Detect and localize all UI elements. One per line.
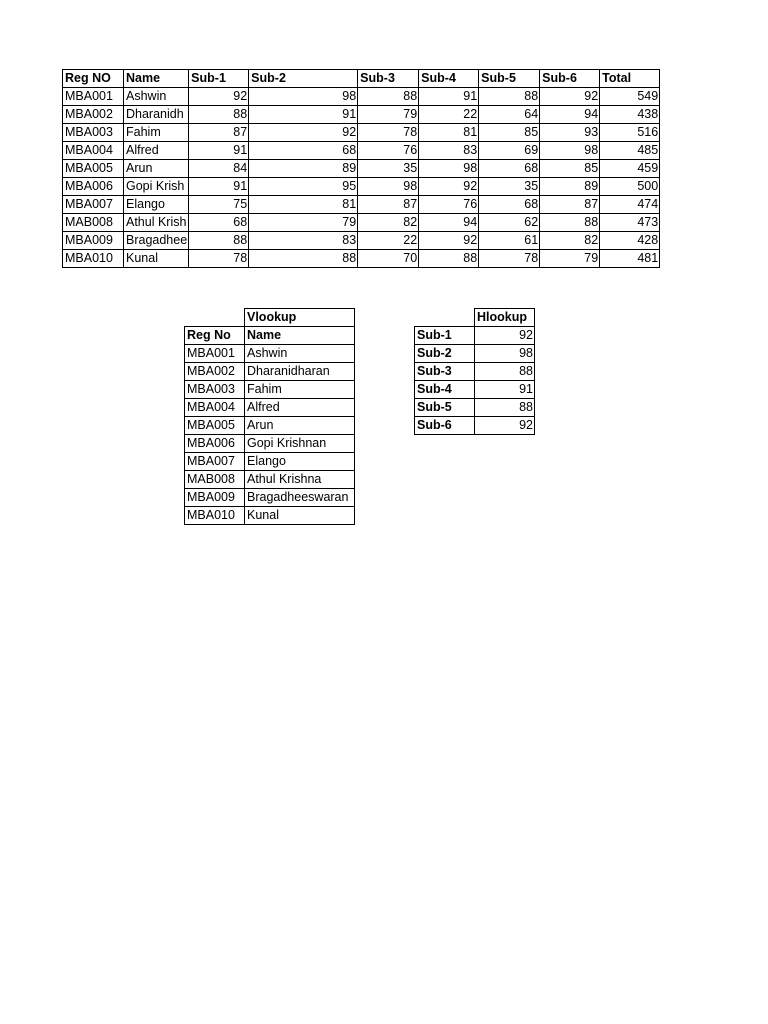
marks-cell[interactable]: MBA004 <box>63 142 124 160</box>
marks-row <box>63 196 660 214</box>
marks-cell[interactable]: 92 <box>540 88 600 106</box>
marks-cell[interactable]: 88 <box>540 214 600 232</box>
vlookup-cell[interactable]: MBA007 <box>185 453 245 471</box>
marks-cell[interactable]: 88 <box>479 88 540 106</box>
marks-cell[interactable]: 88 <box>189 106 249 124</box>
vlookup-row <box>185 399 355 417</box>
vlookup-cell[interactable]: Dharanidharan <box>245 363 355 381</box>
marks-cell[interactable]: 91 <box>189 178 249 196</box>
marks-cell[interactable]: Elango <box>124 196 189 214</box>
marks-cell[interactable]: 516 <box>600 124 660 142</box>
marks-cell[interactable]: 22 <box>358 232 419 250</box>
vlookup-cell[interactable]: MAB008 <box>185 471 245 489</box>
marks-cell[interactable]: 88 <box>358 88 419 106</box>
marks-row <box>63 250 660 268</box>
hlookup-label-cell[interactable]: Sub-4 <box>415 381 475 399</box>
hlookup-title-row <box>415 309 535 327</box>
hlookup-row <box>415 381 535 399</box>
vlookup-cell[interactable]: MBA005 <box>185 417 245 435</box>
marks-cell[interactable]: 85 <box>540 160 600 178</box>
marks-header-cell[interactable]: Reg NO <box>63 70 124 88</box>
marks-cell[interactable]: 68 <box>189 214 249 232</box>
marks-cell[interactable]: 474 <box>600 196 660 214</box>
vlookup-cell[interactable]: Athul Krishna <box>245 471 355 489</box>
marks-cell[interactable]: 91 <box>189 142 249 160</box>
marks-cell[interactable]: 79 <box>249 214 358 232</box>
hlookup-value-cell[interactable]: 88 <box>475 399 535 417</box>
marks-cell[interactable]: 76 <box>419 196 479 214</box>
marks-cell[interactable]: 68 <box>479 196 540 214</box>
hlookup-row <box>415 417 535 435</box>
marks-cell[interactable]: 81 <box>249 196 358 214</box>
marks-cell[interactable]: 75 <box>189 196 249 214</box>
marks-cell[interactable]: 87 <box>189 124 249 142</box>
marks-header-row <box>63 70 660 88</box>
marks-cell[interactable]: 81 <box>419 124 479 142</box>
vlookup-title[interactable]: Vlookup <box>245 309 355 327</box>
marks-cell[interactable]: Dharanidh <box>124 106 189 124</box>
vlookup-row <box>185 363 355 381</box>
marks-cell[interactable]: MBA007 <box>63 196 124 214</box>
vlookup-cell[interactable]: Bragadheeswaran <box>245 489 355 507</box>
marks-row <box>63 214 660 232</box>
marks-cell[interactable]: 500 <box>600 178 660 196</box>
marks-cell[interactable]: 87 <box>540 196 600 214</box>
marks-cell[interactable]: MBA006 <box>63 178 124 196</box>
hlookup-row <box>415 399 535 417</box>
marks-cell[interactable]: 78 <box>479 250 540 268</box>
vlookup-cell[interactable]: MBA010 <box>185 507 245 525</box>
vlookup-cell[interactable]: Gopi Krishnan <box>245 435 355 453</box>
marks-row <box>63 178 660 196</box>
marks-cell[interactable]: 92 <box>249 124 358 142</box>
marks-cell[interactable]: Fahim <box>124 124 189 142</box>
marks-cell[interactable]: 438 <box>600 106 660 124</box>
marks-cell[interactable]: 98 <box>540 142 600 160</box>
vlookup-cell[interactable]: MBA006 <box>185 435 245 453</box>
marks-cell[interactable]: 549 <box>600 88 660 106</box>
marks-cell[interactable]: 79 <box>358 106 419 124</box>
marks-cell[interactable]: 22 <box>419 106 479 124</box>
marks-header-cell[interactable]: Name <box>124 70 189 88</box>
marks-table <box>62 69 660 268</box>
vlookup-header-row <box>185 327 355 345</box>
marks-cell[interactable]: 87 <box>358 196 419 214</box>
vlookup-row <box>185 435 355 453</box>
marks-cell[interactable]: 70 <box>358 250 419 268</box>
marks-cell[interactable]: 91 <box>249 106 358 124</box>
hlookup-label-cell[interactable]: Sub-3 <box>415 363 475 381</box>
marks-row <box>63 232 660 250</box>
marks-cell[interactable]: 89 <box>249 160 358 178</box>
marks-row <box>63 124 660 142</box>
marks-cell[interactable]: MBA003 <box>63 124 124 142</box>
vlookup-row <box>185 453 355 471</box>
vlookup-blank-cell[interactable] <box>185 309 245 327</box>
marks-cell[interactable]: 35 <box>479 178 540 196</box>
marks-cell[interactable]: 83 <box>249 232 358 250</box>
marks-cell[interactable]: 35 <box>358 160 419 178</box>
marks-cell[interactable]: 428 <box>600 232 660 250</box>
vlookup-cell[interactable]: MBA003 <box>185 381 245 399</box>
marks-cell[interactable]: 76 <box>358 142 419 160</box>
marks-cell[interactable]: MBA001 <box>63 88 124 106</box>
hlookup-value-cell[interactable]: 98 <box>475 345 535 363</box>
marks-cell[interactable]: 485 <box>600 142 660 160</box>
marks-cell[interactable]: 88 <box>249 250 358 268</box>
marks-cell[interactable]: 82 <box>540 232 600 250</box>
marks-cell[interactable]: 62 <box>479 214 540 232</box>
vlookup-cell[interactable]: MBA001 <box>185 345 245 363</box>
marks-cell[interactable]: 98 <box>419 160 479 178</box>
marks-cell[interactable]: 69 <box>479 142 540 160</box>
hlookup-label-cell[interactable]: Sub-2 <box>415 345 475 363</box>
marks-cell[interactable]: MBA002 <box>63 106 124 124</box>
vlookup-cell[interactable]: MBA009 <box>185 489 245 507</box>
marks-cell[interactable]: 91 <box>419 88 479 106</box>
vlookup-row <box>185 507 355 525</box>
marks-cell[interactable]: 459 <box>600 160 660 178</box>
marks-header-cell[interactable]: Sub-3 <box>358 70 419 88</box>
marks-cell[interactable]: Alfred <box>124 142 189 160</box>
marks-cell[interactable]: MBA005 <box>63 160 124 178</box>
hlookup-table <box>414 308 535 435</box>
marks-cell[interactable]: 78 <box>358 124 419 142</box>
marks-cell[interactable]: Gopi Krish <box>124 178 189 196</box>
marks-header-cell[interactable]: Sub-1 <box>189 70 249 88</box>
marks-cell[interactable]: Arun <box>124 160 189 178</box>
vlookup-row <box>185 345 355 363</box>
marks-cell[interactable]: 481 <box>600 250 660 268</box>
marks-cell[interactable]: 98 <box>358 178 419 196</box>
marks-cell[interactable]: 92 <box>419 232 479 250</box>
marks-cell[interactable]: MBA009 <box>63 232 124 250</box>
marks-cell[interactable]: 94 <box>540 106 600 124</box>
hlookup-label-cell[interactable]: Sub-5 <box>415 399 475 417</box>
marks-cell[interactable]: 78 <box>189 250 249 268</box>
vlookup-cell[interactable]: Ashwin <box>245 345 355 363</box>
vlookup-row <box>185 471 355 489</box>
vlookup-cell[interactable]: MBA004 <box>185 399 245 417</box>
marks-cell[interactable]: 473 <box>600 214 660 232</box>
hlookup-value-cell[interactable]: 92 <box>475 327 535 345</box>
marks-cell[interactable]: 64 <box>479 106 540 124</box>
marks-cell[interactable]: Kunal <box>124 250 189 268</box>
marks-cell[interactable]: 88 <box>189 232 249 250</box>
vlookup-cell[interactable]: Fahim <box>245 381 355 399</box>
hlookup-value-cell[interactable]: 91 <box>475 381 535 399</box>
marks-row <box>63 88 660 106</box>
marks-cell[interactable]: Ashwin <box>124 88 189 106</box>
vlookup-header-cell[interactable]: Name <box>245 327 355 345</box>
marks-header-cell[interactable]: Total <box>600 70 660 88</box>
hlookup-row <box>415 327 535 345</box>
vlookup-cell[interactable]: MBA002 <box>185 363 245 381</box>
hlookup-label-cell[interactable]: Sub-1 <box>415 327 475 345</box>
hlookup-row <box>415 345 535 363</box>
marks-header-cell[interactable]: Sub-2 <box>249 70 358 88</box>
marks-cell[interactable]: 89 <box>540 178 600 196</box>
marks-cell[interactable]: 83 <box>419 142 479 160</box>
vlookup-table <box>184 308 355 525</box>
marks-row <box>63 142 660 160</box>
marks-cell[interactable]: 82 <box>358 214 419 232</box>
marks-cell[interactable]: 68 <box>249 142 358 160</box>
marks-cell[interactable]: 79 <box>540 250 600 268</box>
marks-cell[interactable]: 92 <box>189 88 249 106</box>
hlookup-value-cell[interactable]: 92 <box>475 417 535 435</box>
marks-cell[interactable]: 88 <box>419 250 479 268</box>
vlookup-cell[interactable]: Kunal <box>245 507 355 525</box>
vlookup-header-cell[interactable]: Reg No <box>185 327 245 345</box>
marks-cell[interactable]: 95 <box>249 178 358 196</box>
hlookup-label-cell[interactable]: Sub-6 <box>415 417 475 435</box>
vlookup-cell[interactable]: Arun <box>245 417 355 435</box>
marks-cell[interactable]: MBA010 <box>63 250 124 268</box>
vlookup-row <box>185 381 355 399</box>
vlookup-cell[interactable]: Elango <box>245 453 355 471</box>
hlookup-title[interactable]: Hlookup <box>475 309 535 327</box>
marks-header-cell[interactable]: Sub-6 <box>540 70 600 88</box>
vlookup-cell[interactable]: Alfred <box>245 399 355 417</box>
hlookup-value-cell[interactable]: 88 <box>475 363 535 381</box>
hlookup-row <box>415 363 535 381</box>
vlookup-row <box>185 489 355 507</box>
marks-cell[interactable]: 68 <box>479 160 540 178</box>
marks-cell[interactable]: 98 <box>249 88 358 106</box>
marks-cell[interactable]: 92 <box>419 178 479 196</box>
marks-header-cell[interactable]: Sub-5 <box>479 70 540 88</box>
marks-row <box>63 160 660 178</box>
marks-cell[interactable]: MAB008 <box>63 214 124 232</box>
marks-cell[interactable]: Athul Krish <box>124 214 189 232</box>
marks-cell[interactable]: 85 <box>479 124 540 142</box>
hlookup-blank-cell[interactable] <box>415 309 475 327</box>
marks-header-cell[interactable]: Sub-4 <box>419 70 479 88</box>
vlookup-title-row <box>185 309 355 327</box>
marks-cell[interactable]: 84 <box>189 160 249 178</box>
marks-cell[interactable]: 93 <box>540 124 600 142</box>
marks-cell[interactable]: 94 <box>419 214 479 232</box>
marks-cell[interactable]: Bragadhee <box>124 232 189 250</box>
vlookup-row <box>185 417 355 435</box>
marks-cell[interactable]: 61 <box>479 232 540 250</box>
marks-row <box>63 106 660 124</box>
